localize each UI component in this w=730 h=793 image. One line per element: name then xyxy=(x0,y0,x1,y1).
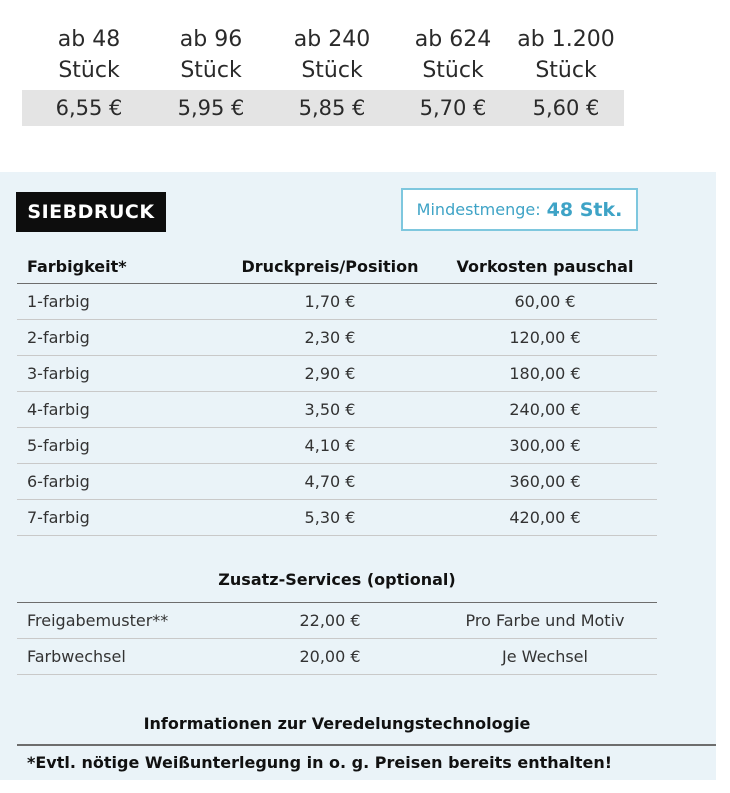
table-cell: 20,00 € xyxy=(299,647,361,666)
table-cell: 120,00 € xyxy=(509,328,581,347)
table-cell: Je Wechsel xyxy=(502,647,588,666)
quantity-tier-headers xyxy=(22,24,624,90)
services-table xyxy=(17,602,657,675)
table-cell: 240,00 € xyxy=(509,400,581,419)
tier-price: 6,55 € xyxy=(55,96,123,120)
table-cell: 2,30 € xyxy=(304,328,356,347)
tier-price: 5,60 € xyxy=(532,96,600,120)
table-cell: Freigabemuster** xyxy=(27,611,169,630)
tier-price: 5,70 € xyxy=(419,96,487,120)
table-row xyxy=(17,428,657,464)
tier-price: 5,95 € xyxy=(177,96,245,120)
column-header: Farbigkeit* xyxy=(27,257,127,276)
table-cell: 4,70 € xyxy=(304,472,356,491)
tier-header: ab 1.200 Stück xyxy=(517,27,615,83)
siebdruck-badge: SIEBDRUCK xyxy=(16,192,166,232)
minimum-quantity-box xyxy=(401,188,638,231)
quantity-price-table xyxy=(22,24,624,126)
table-cell: 5,30 € xyxy=(304,508,356,527)
info-title: Informationen zur Veredelungstechnologie xyxy=(143,714,531,733)
table-cell: 4-farbig xyxy=(27,400,90,419)
table-cell: 2-farbig xyxy=(27,328,90,347)
table-row xyxy=(17,356,657,392)
table-cell: 3-farbig xyxy=(27,364,90,383)
table-row xyxy=(17,284,657,320)
table-row xyxy=(17,392,657,428)
footnote: *Evtl. nötige Weißunterlegung in o. g. Preisen bereits enthalten! xyxy=(17,744,716,780)
tier-header: ab 48 Stück xyxy=(57,27,121,83)
tier-header: ab 240 Stück xyxy=(293,27,371,83)
table-cell: 1,70 € xyxy=(304,292,356,311)
table-cell: Farbwechsel xyxy=(27,647,126,666)
table-cell: Pro Farbe und Motiv xyxy=(465,611,625,630)
min-quantity-label: Mindestmenge: xyxy=(416,200,541,219)
table-cell: 3,50 € xyxy=(304,400,356,419)
table-cell: 1-farbig xyxy=(27,292,90,311)
tier-price: 5,85 € xyxy=(298,96,366,120)
table-cell: 5-farbig xyxy=(27,436,90,455)
table-cell: 7-farbig xyxy=(27,508,90,527)
tier-header: ab 96 Stück xyxy=(179,27,243,83)
table-row xyxy=(17,639,657,675)
table-header-row xyxy=(17,250,657,284)
table-row xyxy=(17,464,657,500)
siebdruck-panel xyxy=(0,172,716,780)
table-cell: 6-farbig xyxy=(27,472,90,491)
table-row xyxy=(17,603,657,639)
tier-header: ab 624 Stück xyxy=(414,27,492,83)
services-title: Zusatz-Services (optional) xyxy=(218,570,456,589)
table-row xyxy=(17,500,657,536)
table-cell: 60,00 € xyxy=(514,292,576,311)
table-cell: 4,10 € xyxy=(304,436,356,455)
column-header: Vorkosten pauschal xyxy=(456,257,634,276)
table-row xyxy=(17,320,657,356)
table-cell: 180,00 € xyxy=(509,364,581,383)
table-cell: 22,00 € xyxy=(299,611,361,630)
print-price-table xyxy=(17,250,657,536)
min-quantity-value: 48 Stk. xyxy=(546,198,623,221)
column-header: Druckpreis/Position xyxy=(241,257,419,276)
table-cell: 300,00 € xyxy=(509,436,581,455)
table-cell: 360,00 € xyxy=(509,472,581,491)
quantity-tier-prices xyxy=(22,90,624,126)
table-cell: 2,90 € xyxy=(304,364,356,383)
table-cell: 420,00 € xyxy=(509,508,581,527)
